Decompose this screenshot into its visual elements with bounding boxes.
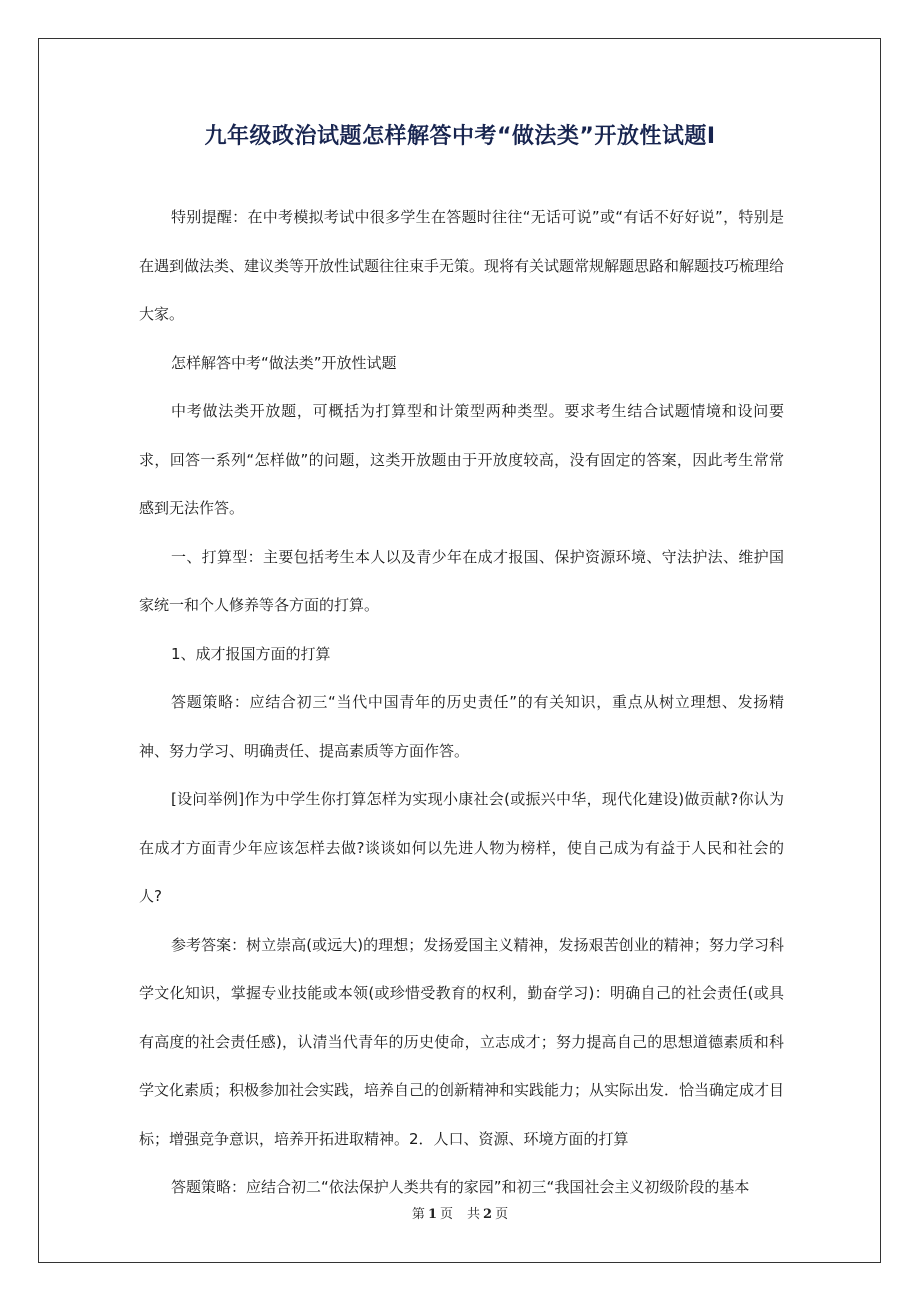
footer-prefix: 第 xyxy=(411,1207,425,1222)
footer-total-prefix: 共 xyxy=(467,1207,481,1222)
footer-page-unit: 页 xyxy=(439,1207,453,1222)
paragraph-reference-answer: 参考答案：树立崇高(或远大)的理想；发扬爱国主义精神，发扬艰苦创业的精神；努力学习科学文化知识，掌握专业技能或本领(或珍惜受教育的权利，勤奋学习)：明确自己的社会责任(或具有高度的社会责任感)，认清当代青年的历史使命，立志成才；努力提高自己的思想道德素质和科学文化素质；积极参加社会实践，培养自己的创新精神和实践能力；从实际出发．恰当确定成才目标；增强竞争意识，培养开拓进取精神。2．人口、资源、环境方面的打算 xyxy=(139,935,785,1148)
paragraph-strategy-2: 答题策略：应结合初二“依法保护人类共有的家园”和初三“我国社会主义初级阶段的基本 xyxy=(171,1178,750,1196)
paragraph-intro: 中考做法类开放题，可概括为打算型和计策型两种类型。要求考生结合试题情境和设问要求，回答一系列“怎样做”的问题，这类开放题由于开放度较高，没有固定的答案，因此考生常常感到无法作答。 xyxy=(139,402,784,517)
paragraph-strategy-1: 答题策略：应结合初三“当代中国青年的历史责任”的有关知识，重点从树立理想、发扬精神、努力学习、明确责任、提高素质等方面作答。 xyxy=(139,693,784,760)
document-title: 九年级政治试题怎样解答中考“做法类”开放性试题Ⅰ xyxy=(204,124,716,149)
paragraph-section-one: 一、打算型：主要包括考生本人以及青少年在成才报国、保护资源环境、守法护法、维护国家统一和个人修养等各方面的打算。 xyxy=(139,547,784,614)
footer-total-pages: 2 xyxy=(483,1207,493,1222)
paragraph-subheading-1: 1、成才报国方面的打算 xyxy=(171,644,331,663)
footer-current-page: 1 xyxy=(427,1207,437,1222)
paragraph-example-questions: [设问举例]作为中学生你打算怎样为实现小康社会(或振兴中华，现代化建设)做贡献?你认为在成才方面青少年应该怎样去做?谈谈如何以先进人物为榜样，使自己成为有益于人民和社会的人? xyxy=(139,790,784,905)
paragraph-subtitle: 怎样解答中考“做法类”开放性试题 xyxy=(171,353,397,372)
document-body xyxy=(139,193,784,1212)
footer-total-unit: 页 xyxy=(495,1207,509,1222)
paragraph-reminder: 特别提醒：在中考模拟考试中很多学生在答题时往往“无话可说”或“有话不好好说”，特别是在遇到做法类、建议类等开放性试题往往束手无策。现将有关试题常规解题思路和解题技巧梳理给大家。 xyxy=(139,208,785,323)
page-footer xyxy=(0,1204,920,1226)
